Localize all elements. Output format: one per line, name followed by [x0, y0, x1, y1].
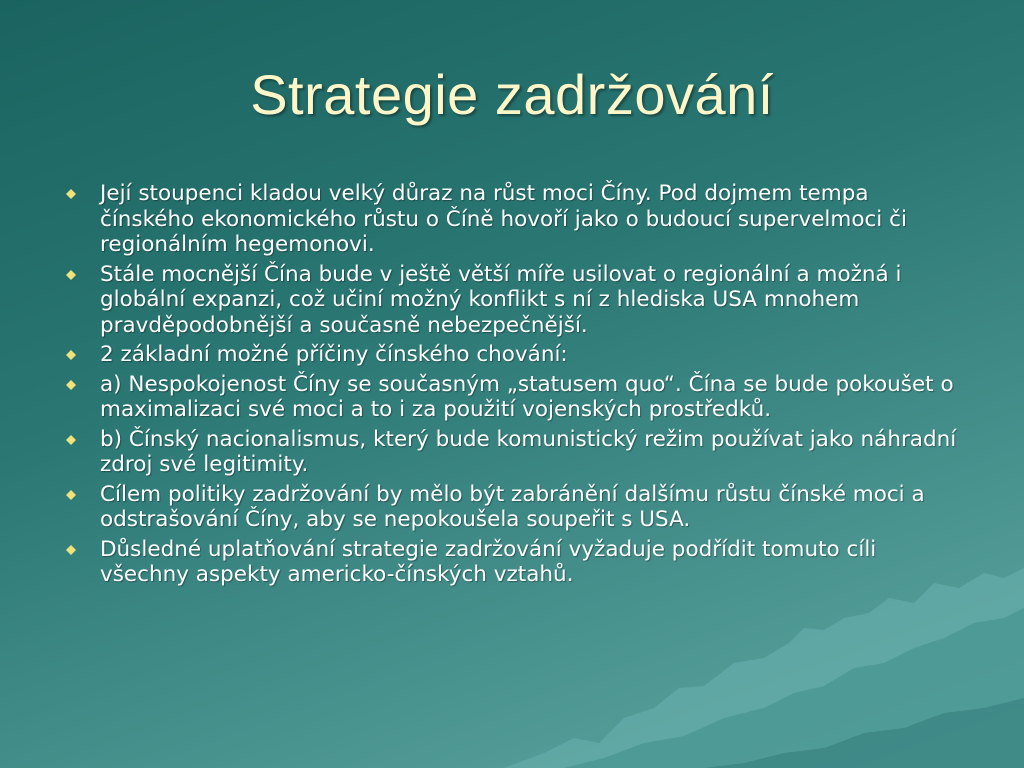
bullet-text: a) Nespokojenost Číny se současným „statusem quo“. Čína se bude pokoušet o maximalizaci své moci a to i za použití vojenských prostředků.	[100, 371, 954, 422]
bullet-text: Důsledné uplatňování strategie zadržování vyžaduje podřídit tomuto cíli všechny aspekty americko-čínských vztahů.	[100, 536, 877, 587]
bullet-list	[60, 181, 960, 592]
bullet-text: 2 základní možné příčiny čínského chování:	[100, 342, 568, 367]
bullet-item	[60, 372, 960, 423]
bullet-text: b) Čínský nacionalismus, který bude komunistický režim používat jako náhradní zdroj své legitimity.	[100, 426, 957, 477]
diamond-bullet-icon	[66, 490, 76, 500]
bullet-item	[60, 537, 960, 588]
bullet-item	[60, 262, 960, 339]
bullet-text: Její stoupenci kladou velký důraz na růst moci Číny. Pod dojmem tempa čínského ekonomického růstu o Číně hovoří jako o budoucí supervelmoci či regionálním hegemonovi.	[100, 181, 907, 257]
bullet-item	[60, 181, 960, 258]
mountain-background-graphic	[504, 568, 1024, 768]
bullet-text: Cílem politiky zadržování by mělo být zabránění dalšímu růstu čínské moci a odstrašování Číny, aby se nepokoušela soupeřit s USA.	[100, 481, 925, 532]
bullet-item	[60, 427, 960, 478]
bullet-item	[60, 482, 960, 533]
bullet-item	[60, 342, 960, 368]
diamond-bullet-icon	[66, 189, 76, 199]
diamond-bullet-icon	[66, 350, 76, 360]
diamond-bullet-icon	[66, 380, 76, 390]
diamond-bullet-icon	[66, 435, 76, 445]
diamond-bullet-icon	[66, 545, 76, 555]
diamond-bullet-icon	[66, 270, 76, 280]
bullet-text: Stále mocnější Čína bude v ještě větší míře usilovat o regionální a možná i globální expanzi, což učiní možný konflikt s ní z hlediska USA mnohem pravděpodobnější a současně nebezpečnější.	[100, 261, 902, 338]
slide-title: Strategie zadržování	[250, 63, 774, 126]
